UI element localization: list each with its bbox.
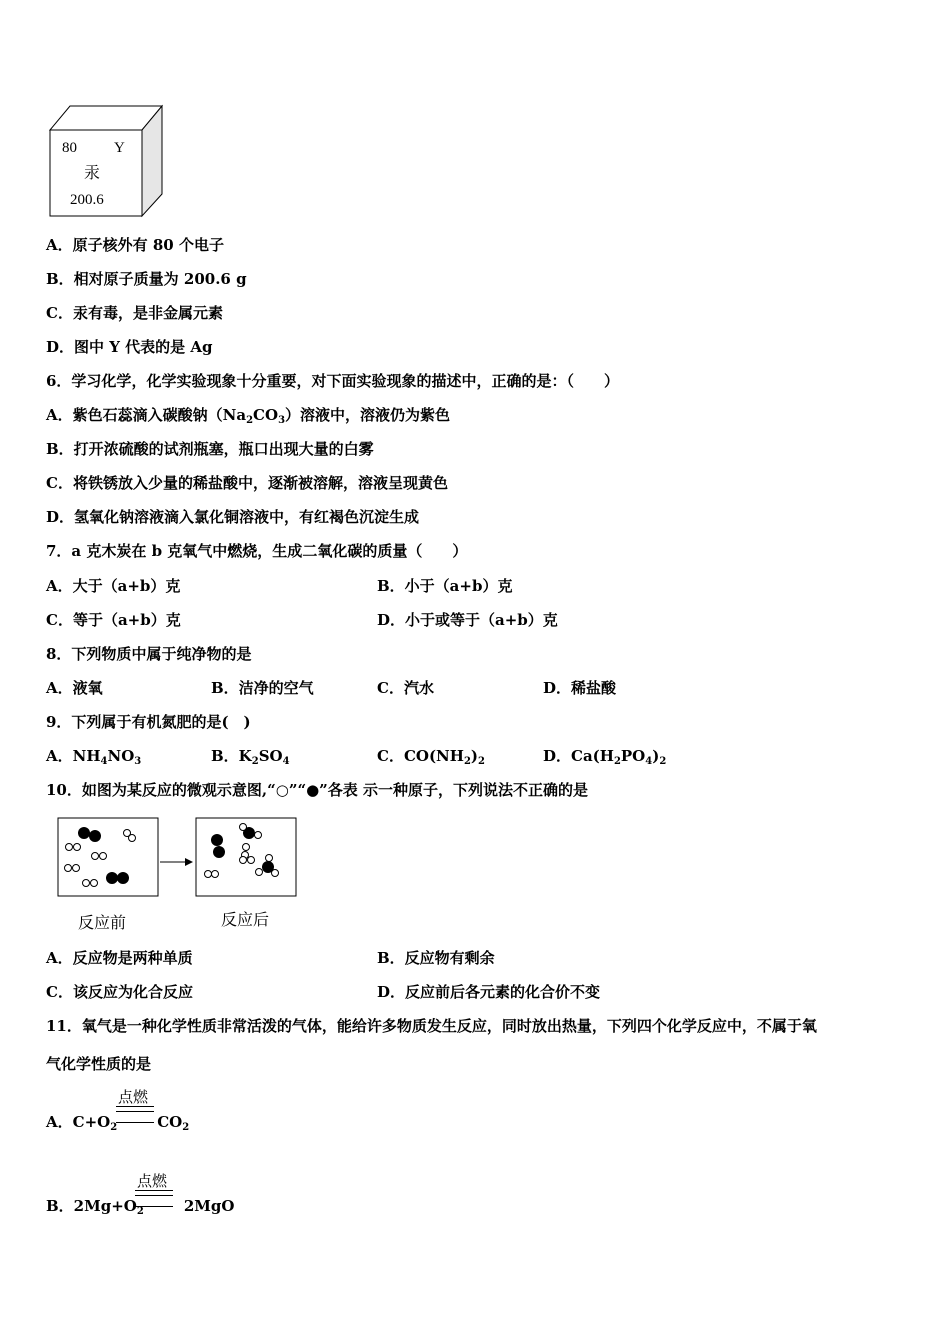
q10-option-b: B．反应物有剩余 [377,949,495,967]
q10-option-c: C．该反应为化合反应 [46,983,193,1001]
q6-stem: 6．学习化学，化学实验现象十分重要，对下面实验现象的描述中，正确的是：（ ） [46,372,619,390]
q11-b-reaction-line [135,1206,173,1207]
white-atom [83,880,90,887]
q11-a-reaction-line [116,1122,154,1123]
q11-b-condition: 点燃 [137,1172,168,1190]
q9-option-c: C．$CO(NH_2)_2$ [377,747,485,767]
q5-option-d: D．图中 Y 代表的是 Ag [46,338,213,356]
white-atom [243,844,250,851]
q8-stem: 8．下列物质中属于纯净物的是 [46,645,252,663]
reaction-diagram [56,816,306,936]
element-name: 汞 [84,165,101,182]
element-symbol: Y [114,140,125,156]
white-atom [212,871,219,878]
q11-stem-line1: 11．氧气是一种化学性质非常活泼的气体，能给许多物质发生反应，同时放出热量，下列四个化学反应中，不属于氧 [46,1017,817,1035]
q8-option-d: D．稀盐酸 [543,679,617,697]
element-atomic-number: 80 [62,140,77,156]
q7-option-b: B．小于（a+b）克 [377,577,513,595]
q8-option-a: A．液氧 [46,679,103,697]
q10-option-a: A．反应物是两种单质 [46,949,193,967]
black-atom [117,872,129,884]
white-atom [272,870,279,877]
black-atom [211,834,223,846]
q5-option-a: A．原子核外有 80 个电子 [46,236,224,254]
q11-option-a: A．$C+O_2$ $CO_2$ [46,1113,190,1133]
white-atom [100,853,107,860]
white-atom [73,865,80,872]
q7-option-c: C．等于（a+b）克 [46,611,181,629]
white-atom [256,869,263,876]
q6-option-b: B．打开浓硫酸的试剂瓶塞，瓶口出现大量的白雾 [46,440,374,458]
element-atomic-mass: 200.6 [70,192,104,208]
white-atom [92,853,99,860]
q8-option-c: C．汽水 [377,679,434,697]
white-atom [205,871,212,878]
q10-option-d: D．反应前后各元素的化合价不变 [377,983,601,1001]
white-atom [91,880,98,887]
q9-stem: 9．下列属于有机氮肥的是( ) [46,713,251,731]
q9-option-d: D．$Ca(H_2PO_4)_2$ [543,747,667,767]
q5-option-c: C．汞有毒，是非金属元素 [46,304,223,322]
label-after: 反应后 [221,910,270,929]
q9-option-b: B．$K_2SO_4$ [211,747,290,767]
q11-option-b: B．$2Mg+O_2$ 2MgO [46,1197,235,1217]
q8-option-b: B．洁净的空气 [211,679,314,697]
q9-option-a: A．$NH_4NO_3$ [46,747,142,767]
q7-option-d: D．小于或等于（a+b）克 [377,611,558,629]
white-atom [74,844,81,851]
black-atom [78,827,90,839]
white-atom [240,824,247,831]
white-atom [240,857,247,864]
white-atom [65,865,72,872]
q6-option-a: A．紫色石蕊滴入碳酸钠$(Na_2CO_3)$溶液中，溶液仍为紫色 [46,406,451,426]
q6-option-d: D．氢氧化钠溶液滴入氯化铜溶液中，有红褐色沉淀生成 [46,508,420,526]
white-atom [255,832,262,839]
black-atom [106,872,118,884]
q11-a-condition: 点燃 [118,1088,149,1106]
black-atom [89,830,101,842]
q6-option-c: C．将铁锈放入少量的稀盐酸中，逐渐被溶解，溶液呈现黄色 [46,474,448,492]
white-atom [129,835,136,842]
q10-stem: 10．如图为某反应的微观示意图,“○”“●”各表 示一种原子，下列说法不正确的是 [46,781,589,799]
q5-option-b: B．相对原子质量为 200.6 g [46,270,247,288]
black-atom [213,846,225,858]
label-before: 反应前 [78,913,127,932]
white-atom [248,857,255,864]
q7-option-a: A．大于（a+b）克 [46,577,181,595]
white-atom [266,855,273,862]
white-atom [66,844,73,851]
before-box [58,818,158,896]
q11-stem-line2: 气化学性质的是 [46,1055,152,1073]
q7-stem: 7．a 克木炭在 b 克氧气中燃烧，生成二氧化碳的质量（ ） [46,542,468,560]
element-card-figure [48,104,164,218]
